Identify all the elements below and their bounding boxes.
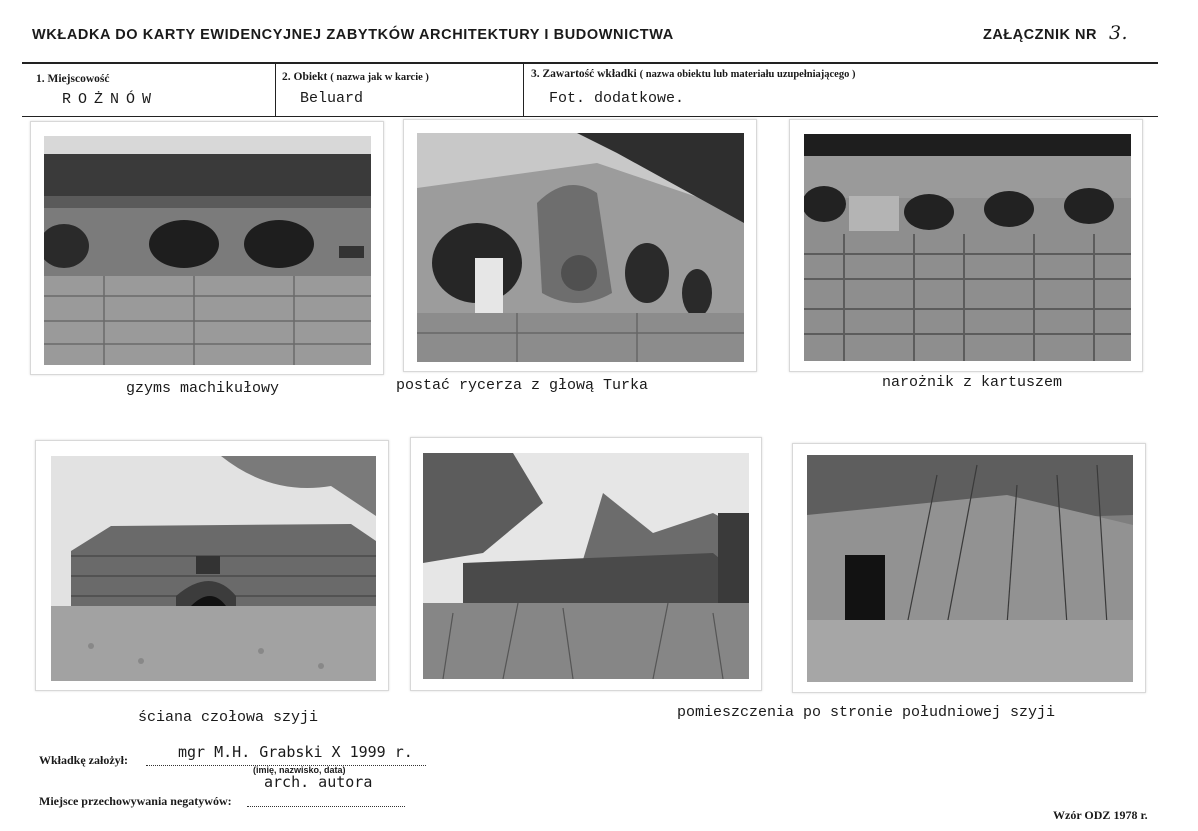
- field-divider-2: [523, 63, 524, 117]
- photo-corner-cartouche: [804, 134, 1131, 361]
- created-by-label: Wkładkę założył:: [39, 753, 128, 767]
- header-rule-top: [22, 62, 1158, 64]
- photo-card-2: [403, 119, 757, 372]
- contents-label-text: 3. Zawartość wkładki: [531, 68, 637, 80]
- photo-knight-figure: [417, 133, 744, 362]
- created-by-value: mgr M.H. Grabski X 1999 r.: [178, 743, 413, 761]
- object-label-hint: ( nazwa jak w karcie ): [330, 72, 429, 83]
- negatives-location-line: [247, 806, 405, 807]
- object-label: [282, 71, 429, 83]
- photo-overgrown-ruins: [423, 453, 749, 679]
- caption-photo-2: postać rycerza z głową Turka: [396, 377, 649, 394]
- photo-south-rooms: [807, 455, 1133, 682]
- photo-card-3: [789, 119, 1143, 372]
- created-by-extra: arch. autora: [264, 773, 373, 791]
- negatives-location-label: Miejsce przechowywania negatywów:: [39, 794, 232, 808]
- caption-photo-3: narożnik z kartuszem: [882, 374, 1063, 391]
- contents-value: Fot. dodatkowe.: [549, 90, 685, 107]
- object-value: Beluard: [300, 90, 364, 107]
- attachment-value: 3.: [1108, 22, 1129, 44]
- contents-label: [531, 68, 855, 80]
- photo-card-6: [792, 443, 1146, 693]
- photo-card-1: [30, 121, 384, 375]
- caption-photo-4: ściana czołowa szyji: [138, 709, 319, 726]
- locality-value: ROŻNÓW: [62, 91, 159, 108]
- created-by-note: (imię, nazwisko, data): [253, 765, 346, 775]
- object-label-text: 2. Obiekt: [282, 71, 328, 83]
- header-rule-bottom: [22, 116, 1158, 117]
- contents-label-hint: ( nazwa obiektu lub materiału uzupełniającego ): [639, 69, 856, 80]
- field-divider-1: [275, 63, 276, 117]
- caption-photo-1: gzyms machikułowy: [126, 380, 280, 397]
- photo-card-5: [410, 437, 762, 691]
- locality-label: 1. Miejscowość: [36, 73, 110, 85]
- photo-card-4: [35, 440, 389, 691]
- form-title: WKŁADKA DO KARTY EWIDENCYJNEJ ZABYTKÓW ARCHITEKTURY I BUDOWNICTWA: [32, 27, 674, 43]
- attachment-label: ZAŁĄCZNIK NR: [983, 27, 1097, 43]
- caption-photos-5-6: pomieszczenia po stronie południowej szyji: [677, 704, 1056, 721]
- photo-cornice: [44, 136, 371, 365]
- form-version: Wzór ODZ 1978 r.: [1053, 808, 1148, 822]
- attachment-number: [983, 22, 1128, 44]
- photo-front-wall: [51, 456, 376, 681]
